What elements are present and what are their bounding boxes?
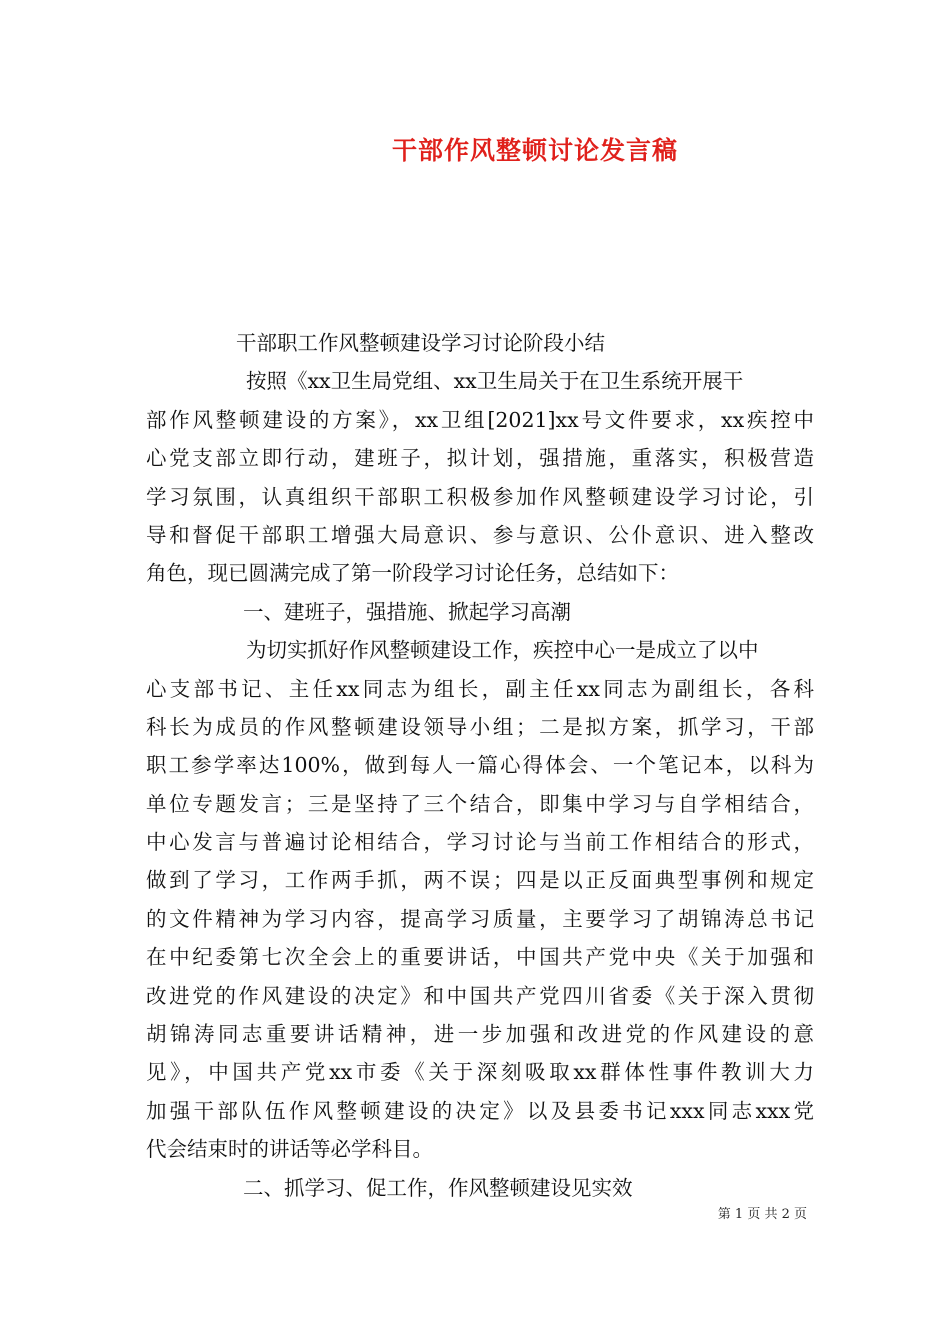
section-heading: 二、抓学习、促工作，作风整顿建设见实效 [243,1175,633,1200]
body-text-line: 的文件精神为学习内容，提高学习质量，主要学习了胡锦涛总书记 [146,906,814,931]
page-footer: 第 1 页 共 2 页 [717,1207,807,1222]
body-text-line: 导和督促干部职工增强大局意识、参与意识、公仆意识、进入整改 [146,522,814,547]
body-text-line: 中心发言与普遍讨论相结合，学习讨论与当前工作相结合的形式， [146,830,814,855]
body-text-line: 职工参学率达100%，做到每人一篇心得体会、一个笔记本，以科为 [146,753,814,778]
body-text-line: 代会结束时的讲话等必学科目。 [146,1137,433,1162]
body-text-line: 在中纪委第七次全会上的重要讲话，中国共产党中央《关于加强和 [146,945,814,970]
body-text-line: 单位专题发言；三是坚持了三个结合，即集中学习与自学相结合， [146,791,814,816]
body-text-line: 学习氛围，认真组织干部职工积极参加作风整顿建设学习讨论，引 [146,484,814,509]
section-heading: 一、建班子，强措施、掀起学习高潮 [243,599,571,624]
body-text-line: 角色，现已圆满完成了第一阶段学习讨论任务，总结如下： [146,561,679,586]
body-text-line: 部作风整顿建设的方案》，xx卫组[2021]xx号文件要求，xx疾控中 [146,407,814,432]
body-text-line: 心党支部立即行动，建班子，拟计划，强措施，重落实，积极营造 [146,446,814,471]
document-title: 干部作风整顿讨论发言稿 [391,136,678,165]
body-text-line: 见》，中国共产党xx市委《关于深刻吸取xx群体性事件教训大力 [146,1060,814,1085]
body-text-line: 胡锦涛同志重要讲话精神，进一步加强和改进党的作风建设的意 [146,1022,814,1047]
body-text-line: 改进党的作风建设的决定》和中国共产党四川省委《关于深入贯彻 [146,983,814,1008]
document-subtitle: 干部职工作风整顿建设学习讨论阶段小结 [236,331,605,355]
body-text-line: 加强干部队伍作风整顿建设的决定》以及县委书记xxx同志xxx党 [146,1098,814,1123]
body-text-line: 科长为成员的作风整顿建设领导小组；二是拟方案，抓学习，干部 [146,714,814,739]
body-text-line: 心支部书记、主任xx同志为组长，副主任xx同志为副组长，各科 [146,676,814,701]
body-text-line: 做到了学习，工作两手抓，两不误；四是以正反面典型事例和规定 [146,868,814,893]
body-text-line: 为切实抓好作风整顿建设工作，疾控中心一是成立了以中 [246,638,759,663]
document-body [146,324,814,1207]
body-text-line: 按照《xx卫生局党组、xx卫生局关于在卫生系统开展干 [246,369,744,394]
